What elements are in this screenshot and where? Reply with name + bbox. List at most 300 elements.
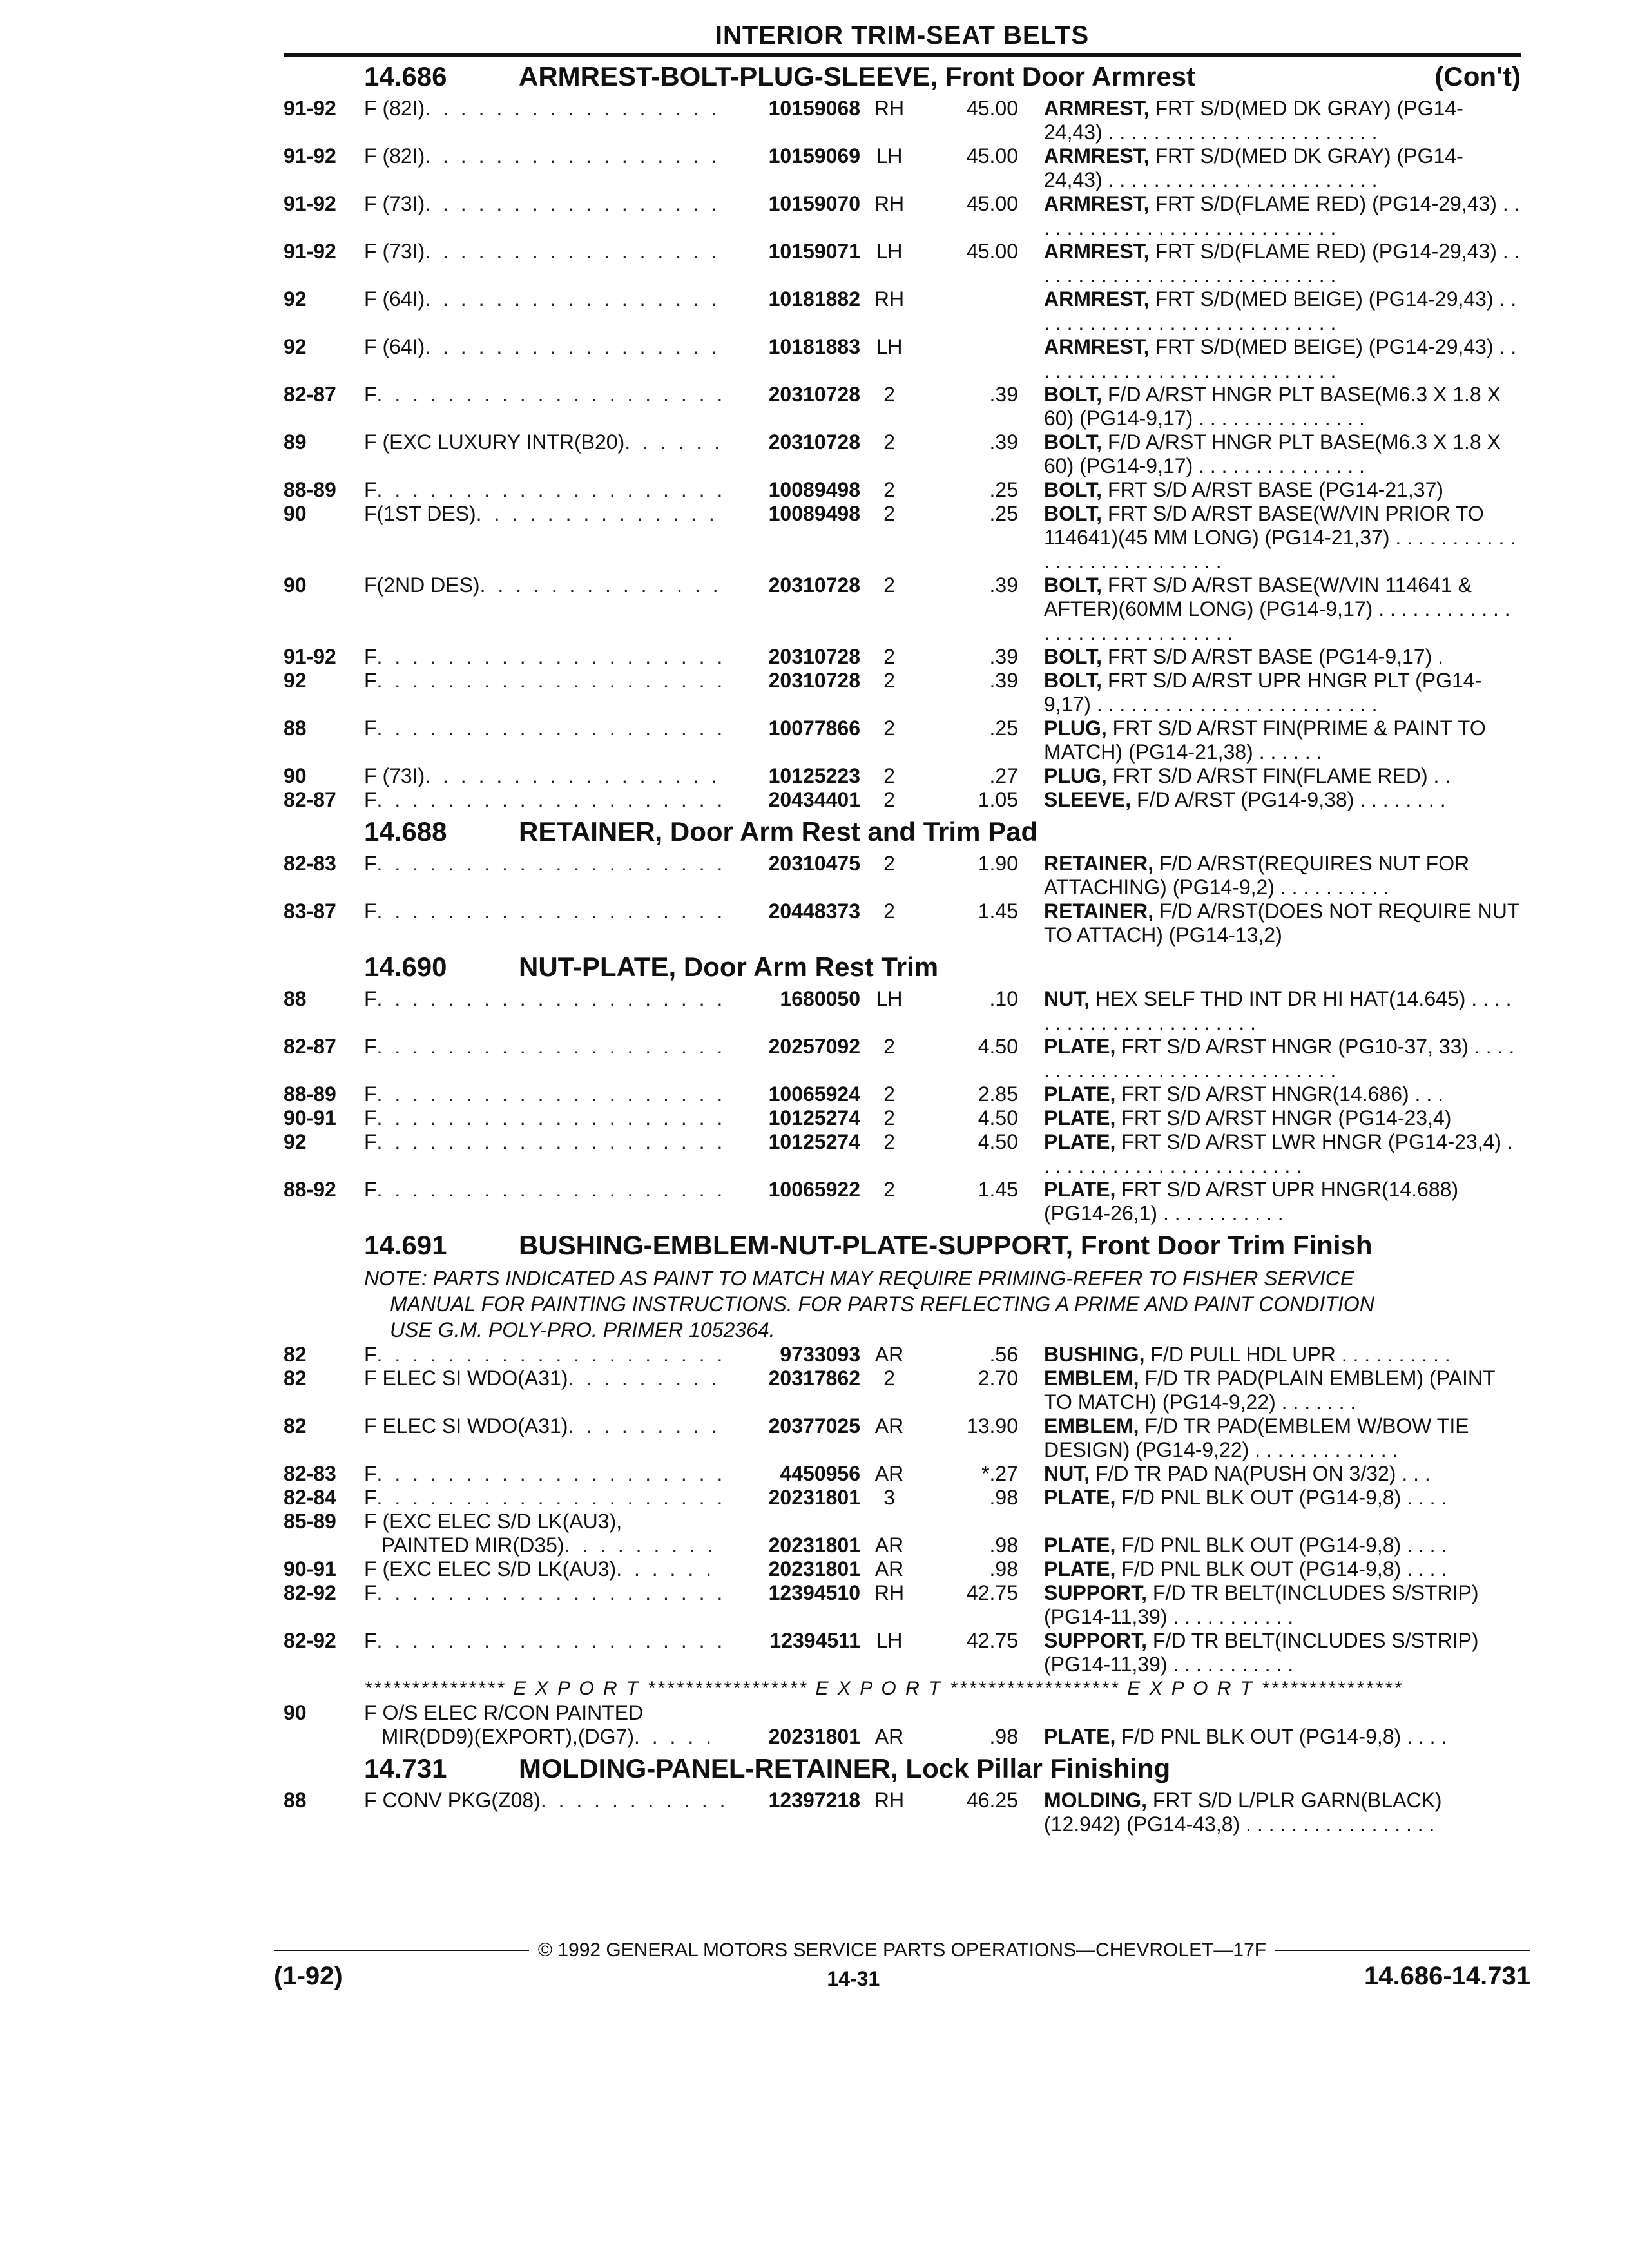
part-description: [1044, 1414, 1521, 1462]
description-keyword: PLATE,: [1044, 1486, 1116, 1509]
model-year: 82: [284, 1343, 307, 1366]
model-code-text: F: [364, 1106, 377, 1129]
part-description: [1044, 645, 1521, 669]
part-number: 20231801: [768, 1725, 860, 1748]
description-text: FRT S/D A/RST HNGR (PG14-23,4): [1115, 1106, 1452, 1129]
section-title: BUSHING-EMBLEM-NUT-PLATE-SUPPORT, Front Door Trim Finish: [519, 1230, 1373, 1260]
quantity: 2: [883, 430, 895, 454]
leader-dots: [377, 669, 725, 693]
description-text: FRT S/D A/RST FIN(PRIME & PAINT TO MATCH) (PG14-21,38) . . . . . .: [1044, 716, 1486, 764]
part-row: [284, 1557, 1521, 1581]
price: .25: [989, 716, 1018, 740]
description-text: FRT S/D A/RST BASE(W/VIN PRIOR TO 114641)(45 MM LONG) (PG14-21,37) . . . . . . . . . . . . . . . . . . . . . . . . . . .: [1044, 502, 1516, 573]
model-year: 82-83: [284, 1462, 336, 1485]
price: 4.50: [978, 1035, 1018, 1058]
part-number: 10159071: [768, 240, 860, 263]
model-year: 82: [284, 1414, 307, 1437]
part-description: [1044, 1725, 1521, 1749]
part-description: [1044, 430, 1521, 478]
model-year: 88: [284, 987, 307, 1010]
part-row: [284, 1082, 1521, 1106]
part-row: [284, 669, 1521, 716]
price: .98: [989, 1557, 1018, 1581]
price: .39: [989, 645, 1018, 668]
leader-dots: [634, 1725, 725, 1749]
model-code-text: F: [364, 1082, 377, 1106]
model-year: 85-89: [284, 1510, 336, 1533]
quantity: 2: [883, 478, 895, 501]
model-code: [364, 1701, 725, 1725]
model-year: 92: [284, 1130, 307, 1153]
part-description: [1044, 899, 1521, 947]
description-text: F/D PULL HDL UPR . . . . . . . . . .: [1144, 1343, 1451, 1366]
quantity: 2: [883, 1035, 895, 1058]
quantity: AR: [874, 1343, 904, 1366]
model-code-text: F (64I): [364, 335, 425, 358]
part-number: 10077866: [768, 716, 860, 740]
quantity: 2: [883, 502, 895, 525]
part-number: 10159069: [768, 144, 860, 168]
part-description: [1044, 1343, 1521, 1367]
model-code: [364, 1789, 725, 1812]
part-number: 10181882: [768, 287, 860, 311]
part-description: [1044, 144, 1521, 192]
model-code-text: MIR(DD9)(EXPORT),(DG7): [364, 1725, 634, 1748]
model-code-text: F: [364, 987, 377, 1010]
quantity: AR: [874, 1462, 904, 1485]
copyright-line: [274, 1939, 1530, 1961]
part-number: 20310475: [768, 852, 860, 875]
leader-dots: [476, 502, 725, 526]
description-keyword: ARMREST,: [1044, 287, 1150, 311]
section-title: NUT-PLATE, Door Arm Rest Trim: [519, 952, 939, 982]
price: .25: [989, 478, 1018, 501]
section-number: 14.690: [364, 952, 447, 982]
footer-date: (1-92): [274, 1962, 343, 1990]
model-code: [364, 1082, 725, 1106]
model-code-text: F: [364, 852, 377, 875]
description-keyword: NUT,: [1044, 1462, 1090, 1485]
model-code: [364, 1629, 725, 1653]
price: 45.00: [966, 144, 1018, 168]
quantity: RH: [874, 97, 905, 120]
leader-dots: [541, 1789, 725, 1812]
model-year: 89: [284, 430, 307, 454]
quantity: AR: [874, 1557, 904, 1581]
section-heading: [284, 1749, 1521, 1789]
part-row: [284, 1510, 1521, 1533]
price: .39: [989, 383, 1018, 406]
description-keyword: ARMREST,: [1044, 144, 1150, 168]
description-keyword: ARMREST,: [1044, 97, 1150, 120]
model-code-text: F (82I): [364, 144, 425, 168]
parts-listing: [284, 57, 1521, 1836]
model-code: [364, 97, 725, 120]
quantity: 2: [883, 669, 895, 692]
quantity: LH: [876, 240, 903, 263]
quantity: 2: [883, 573, 895, 597]
price: 1.45: [978, 899, 1018, 923]
description-text: F/D PNL BLK OUT (PG14-9,8) . . . .: [1115, 1486, 1447, 1509]
leader-dots: [425, 97, 725, 120]
model-year: 82-87: [284, 788, 336, 811]
part-description: [1044, 716, 1521, 764]
model-year: 90: [284, 1701, 307, 1724]
part-row: [284, 1035, 1521, 1082]
model-code-text: F: [364, 1486, 377, 1509]
price: *.27: [981, 1462, 1018, 1485]
part-number: 20377025: [768, 1414, 860, 1437]
model-code-text: F (82I): [364, 97, 425, 120]
model-code: [364, 645, 725, 669]
model-code-text: F (EXC ELEC S/D LK(AU3): [364, 1557, 617, 1581]
description-text: FRT S/D(MED BEIGE) (PG14-29,43) . . . . . . . . . . . . . . . . . . . . . . . . . . . .: [1044, 335, 1517, 382]
leader-dots: [377, 383, 725, 407]
quantity: 2: [883, 1130, 895, 1153]
page: [284, 19, 1521, 1836]
part-row: [284, 573, 1521, 645]
description-text: FRT S/D A/RST UPR HNGR(14.688) (PG14-26,1) . . . . . . . . . . .: [1044, 1178, 1459, 1225]
leader-dots: [568, 1414, 726, 1438]
part-row: [284, 1701, 1521, 1725]
description-text: FRT S/D L/PLR GARN(BLACK) (12.942) (PG14-43,8) . . . . . . . . . . . . . . . . .: [1044, 1789, 1442, 1836]
quantity: LH: [876, 987, 903, 1010]
leader-dots: [624, 430, 725, 454]
part-row: [284, 1725, 1521, 1749]
model-code: [364, 240, 725, 264]
leader-dots: [377, 788, 725, 812]
quantity: LH: [876, 335, 903, 358]
price: 2.70: [978, 1367, 1018, 1390]
description-keyword: BOLT,: [1044, 383, 1103, 406]
model-code: [364, 1178, 725, 1202]
quantity: 2: [883, 716, 895, 740]
part-row: [284, 478, 1521, 502]
model-code-text: F (EXC LUXURY INTR(B20): [364, 430, 625, 454]
part-number: 20310728: [768, 430, 860, 454]
quantity: 2: [883, 1367, 895, 1390]
part-description: [1044, 1035, 1521, 1082]
leader-dots: [425, 335, 725, 359]
part-number: 10125274: [768, 1106, 860, 1129]
model-year: 91-92: [284, 144, 336, 168]
part-description: [1044, 383, 1521, 430]
quantity: 2: [883, 764, 895, 787]
model-year: 90-91: [284, 1106, 336, 1129]
description-keyword: BOLT,: [1044, 573, 1103, 597]
part-number: 20310728: [768, 383, 860, 406]
section-heading: [284, 947, 1521, 987]
leader-dots: [377, 1106, 725, 1130]
model-code-text: PAINTED MIR(D35): [364, 1533, 564, 1557]
part-description: [1044, 1462, 1521, 1486]
model-code-text: F: [364, 1629, 377, 1652]
part-number: 20257092: [768, 1035, 860, 1058]
model-code-text: F(2ND DES): [364, 573, 480, 597]
model-year: 90: [284, 502, 307, 525]
leader-dots: [564, 1533, 725, 1557]
model-code: [364, 669, 725, 693]
page-header-title: INTERIOR TRIM-SEAT BELTS: [715, 21, 1090, 50]
part-row: [284, 1106, 1521, 1130]
model-code: [364, 1581, 725, 1605]
price: 4.50: [978, 1130, 1018, 1153]
price: .10: [989, 987, 1018, 1010]
description-text: F/D TR BELT(INCLUDES S/STRIP) (PG14-11,39) . . . . . . . . . . .: [1044, 1629, 1479, 1676]
description-keyword: SLEEVE,: [1044, 788, 1132, 811]
quantity: 3: [883, 1486, 895, 1509]
description-keyword: BOLT,: [1044, 502, 1103, 525]
footer-range: 14.686-14.731: [1364, 1962, 1530, 1990]
leader-dots: [377, 899, 725, 923]
price: .25: [989, 502, 1018, 525]
model-code: [364, 1557, 725, 1581]
leader-dots: [425, 144, 725, 168]
model-year: 91-92: [284, 192, 336, 215]
description-text: FRT S/D A/RST HNGR(14.686) . . .: [1115, 1082, 1443, 1106]
part-row: [284, 1414, 1521, 1462]
part-number: 10065924: [768, 1082, 860, 1106]
part-description: [1044, 1178, 1521, 1225]
part-number: 10125223: [768, 764, 860, 787]
leader-dots: [377, 716, 725, 740]
description-text: F/D A/RST(DOES NOT REQUIRE NUT TO ATTACH) (PG14-13,2): [1044, 899, 1519, 947]
price: 42.75: [966, 1629, 1018, 1652]
part-number: 10125274: [768, 1130, 860, 1153]
description-text: FRT S/D A/RST UPR HNGR PLT (PG14-9,17) . . . . . . . . . . . . . . . . . . . . . . . . .: [1044, 669, 1482, 716]
part-description: [1044, 502, 1521, 573]
leader-dots: [377, 1581, 725, 1605]
model-year: 92: [284, 335, 307, 358]
leader-dots: [425, 287, 725, 311]
model-year: 82: [284, 1367, 307, 1390]
part-description: [1044, 852, 1521, 899]
model-code: [364, 383, 725, 407]
description-keyword: BOLT,: [1044, 669, 1103, 692]
part-number: 12397218: [768, 1789, 860, 1812]
part-number: 20231801: [768, 1533, 860, 1557]
model-code-text: F: [364, 645, 377, 668]
model-code-text: F: [364, 1035, 377, 1058]
part-row: [284, 430, 1521, 478]
model-year: 82-92: [284, 1581, 336, 1604]
part-number: 1680050: [780, 987, 860, 1010]
part-row: [284, 1462, 1521, 1486]
model-code: [364, 1510, 725, 1533]
model-code-text: F: [364, 1581, 377, 1604]
description-text: FRT S/D(MED DK GRAY) (PG14-24,43) . . . . . . . . . . . . . . . . . . . . . . . .: [1044, 97, 1463, 144]
description-keyword: EMBLEM,: [1044, 1414, 1139, 1437]
model-code: [364, 1725, 725, 1749]
description-text: FRT S/D(FLAME RED) (PG14-29,43) . . . . . . . . . . . . . . . . . . . . . . . . . . . .: [1044, 192, 1520, 239]
quantity: RH: [874, 192, 905, 215]
model-code-text: F CONV PKG(Z08): [364, 1789, 541, 1812]
description-text: F/D TR PAD NA(PUSH ON 3/32) . . .: [1090, 1462, 1431, 1485]
quantity: AR: [874, 1414, 904, 1437]
part-description: [1044, 788, 1521, 812]
model-year: 82-84: [284, 1486, 336, 1509]
model-code: [364, 987, 725, 1011]
part-number: 10159070: [768, 192, 860, 215]
description-text: FRT S/D(MED BEIGE) (PG14-29,43) . . . . . . . . . . . . . . . . . . . . . . . . . . . .: [1044, 287, 1517, 334]
part-number: 4450956: [780, 1462, 860, 1485]
description-text: FRT S/D(MED DK GRAY) (PG14-24,43) . . . . . . . . . . . . . . . . . . . . . . . .: [1044, 144, 1463, 191]
part-number: 10181883: [768, 335, 860, 358]
model-code-text: F: [364, 788, 377, 811]
model-code: [364, 1533, 725, 1557]
price: .39: [989, 430, 1018, 454]
leader-dots: [377, 1130, 725, 1154]
model-code: [364, 1486, 725, 1510]
model-year: 88: [284, 716, 307, 740]
part-row: [284, 97, 1521, 144]
footer-page-number: 14-31: [827, 1967, 880, 1990]
description-text: FRT S/D A/RST BASE (PG14-21,37): [1102, 478, 1444, 501]
copyright-text: © 1992 GENERAL MOTORS SERVICE PARTS OPERATIONS—CHEVROLET—17F: [537, 1939, 1267, 1961]
description-keyword: PLATE,: [1044, 1035, 1116, 1058]
price: .98: [989, 1486, 1018, 1509]
leader-dots: [377, 478, 725, 502]
part-row: [284, 1533, 1521, 1557]
price: 13.90: [966, 1414, 1018, 1437]
model-code-text: F (73I): [364, 192, 425, 215]
note-line: NOTE: PARTS INDICATED AS PAINT TO MATCH MAY REQUIRE PRIMING-REFER TO FISHER SERVICE: [364, 1267, 1354, 1290]
page-footer: [274, 1962, 1530, 1991]
model-code-text: F: [364, 716, 377, 740]
price: 1.05: [978, 788, 1018, 811]
part-number: 20448373: [768, 899, 860, 923]
model-code-text: F: [364, 1130, 377, 1153]
quantity: 2: [883, 788, 895, 811]
model-year: 88: [284, 1789, 307, 1812]
model-code-text: F ELEC SI WDO(A31): [364, 1367, 568, 1390]
description-keyword: ARMREST,: [1044, 335, 1150, 358]
quantity: 2: [883, 645, 895, 668]
price: 4.50: [978, 1106, 1018, 1129]
section-continued: (Con't): [1434, 61, 1521, 91]
description-text: FRT S/D A/RST FIN(FLAME RED) . .: [1106, 764, 1451, 787]
part-row: [284, 1343, 1521, 1367]
description-text: HEX SELF THD INT DR HI HAT(14.645) . . . . . . . . . . . . . . . . . . . . . . .: [1044, 987, 1512, 1034]
model-code: [364, 1414, 725, 1438]
model-code-text: F O/S ELEC R/CON PAINTED: [364, 1701, 644, 1724]
model-code: [364, 899, 725, 923]
quantity: RH: [874, 287, 905, 311]
model-code: [364, 287, 725, 311]
model-code-text: F: [364, 899, 377, 923]
description-text: F/D A/RST(REQUIRES NUT FOR ATTACHING) (PG14-9,2) . . . . . . . . . .: [1044, 852, 1470, 899]
quantity: 2: [883, 383, 895, 406]
description-keyword: SUPPORT,: [1044, 1629, 1148, 1652]
price: .98: [989, 1725, 1018, 1748]
model-code: [364, 192, 725, 216]
description-keyword: PLATE,: [1044, 1725, 1116, 1748]
part-row: [284, 1367, 1521, 1414]
leader-dots: [377, 1082, 725, 1106]
model-code: [364, 764, 725, 788]
price: .56: [989, 1343, 1018, 1366]
description-text: F/D PNL BLK OUT (PG14-9,8) . . . .: [1115, 1533, 1447, 1557]
part-number: 12394511: [769, 1629, 860, 1652]
model-code: [364, 1462, 725, 1486]
quantity: RH: [874, 1789, 905, 1812]
description-keyword: PLATE,: [1044, 1082, 1116, 1106]
model-year: 83-87: [284, 899, 336, 923]
quantity: 2: [883, 1106, 895, 1129]
model-code: [364, 502, 725, 526]
part-number: 20310728: [768, 669, 860, 692]
part-description: [1044, 1486, 1521, 1510]
leader-dots: [377, 1343, 725, 1367]
model-year: 91-92: [284, 240, 336, 263]
price: 1.45: [978, 1178, 1018, 1201]
model-code-text: F: [364, 1178, 377, 1201]
model-year: 82-83: [284, 852, 336, 875]
description-text: F/D TR PAD(PLAIN EMBLEM) (PAINT TO MATCH) (PG14-9,22) . . . . . . .: [1044, 1367, 1495, 1414]
part-description: [1044, 1082, 1521, 1106]
section-note: [284, 1265, 1521, 1343]
model-year: 82-92: [284, 1629, 336, 1652]
price: .98: [989, 1533, 1018, 1557]
model-code: [364, 852, 725, 876]
model-code: [364, 573, 725, 597]
description-keyword: PLATE,: [1044, 1106, 1116, 1129]
model-year: 92: [284, 669, 307, 692]
quantity: RH: [874, 1581, 905, 1604]
part-number: 10089498: [768, 478, 860, 501]
part-row: [284, 1581, 1521, 1629]
model-code-text: F(1ST DES): [364, 502, 476, 525]
part-row: [284, 716, 1521, 764]
description-keyword: EMBLEM,: [1044, 1367, 1139, 1390]
section-heading: [284, 812, 1521, 852]
leader-dots: [377, 987, 725, 1011]
part-number: 10065922: [768, 1178, 860, 1201]
quantity: 2: [883, 899, 895, 923]
price: 46.25: [966, 1789, 1018, 1812]
description-text: FRT S/D A/RST BASE (PG14-9,17) .: [1102, 645, 1444, 668]
model-year: 90: [284, 764, 307, 787]
model-code-text: F (73I): [364, 764, 425, 787]
price: .27: [989, 764, 1018, 787]
part-row: [284, 987, 1521, 1035]
model-code: [364, 1106, 725, 1130]
description-keyword: RETAINER,: [1044, 852, 1154, 875]
section-heading: [284, 1225, 1521, 1265]
model-year: 92: [284, 287, 307, 311]
part-row: [284, 287, 1521, 335]
leader-dots: [568, 1367, 726, 1390]
part-description: [1044, 1581, 1521, 1629]
model-code-text: F (64I): [364, 287, 425, 311]
model-code: [364, 1035, 725, 1059]
leader-dots: [377, 852, 725, 876]
part-description: [1044, 1533, 1521, 1557]
description-keyword: ARMREST,: [1044, 192, 1150, 215]
model-code: [364, 1130, 725, 1154]
description-keyword: PLUG,: [1044, 716, 1107, 740]
description-keyword: PLATE,: [1044, 1557, 1116, 1581]
part-description: [1044, 192, 1521, 240]
part-number: 10159068: [768, 97, 860, 120]
part-row: [284, 192, 1521, 240]
model-code: [364, 478, 725, 502]
part-number: 10089498: [768, 502, 860, 525]
quantity: 2: [883, 852, 895, 875]
model-code: [364, 716, 725, 740]
section-number: 14.688: [364, 816, 447, 847]
model-year: 82-87: [284, 1035, 336, 1058]
